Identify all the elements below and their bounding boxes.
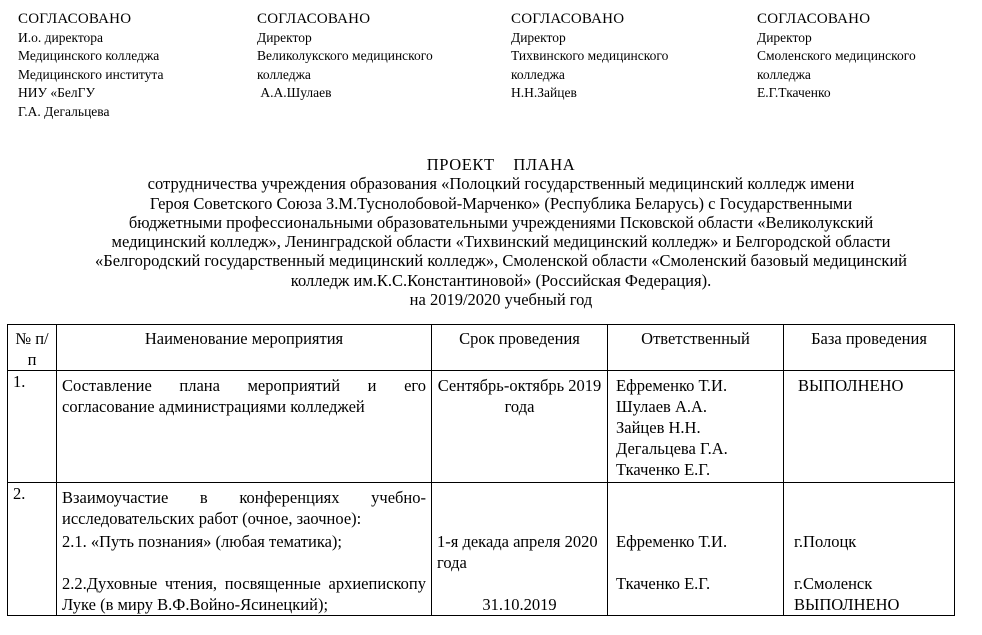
heading-line: колледж им.К.С.Константиновой» (Российская Федерация). (290, 270, 712, 290)
approval-title: СОГЛАСОВАНО (757, 11, 871, 27)
heading-line: сотрудничества учреждения образования «Полоцкий государственный медицинский колледж имени (147, 174, 855, 194)
activity-term: Сентябрь-октябрь 2019 года (432, 371, 608, 483)
approval-line: Директор (257, 29, 312, 45)
responsible-person: Ефременко Т.И. (616, 376, 728, 395)
heading-line: бюджетными профессиональными образовательными учреждениями Псковской области «Великолукский (128, 212, 874, 232)
table-row (8, 483, 955, 616)
activity-name (57, 483, 432, 616)
approval-block-4 (757, 10, 916, 103)
approval-line: Е.Г.Ткаченко (757, 85, 831, 101)
base-item-2: г.Смоленск (794, 574, 873, 593)
term-item-2: 31.10.2019 (482, 595, 557, 614)
approval-line: Великолукского медицинского (257, 48, 433, 64)
header-num: № п/п (8, 325, 57, 371)
activity-intro: Взаимоучастие в конференциях учебно-исследовательских работ (очное, заочное): (62, 488, 426, 528)
academic-year: на 2019/2020 учебный год (409, 290, 593, 310)
header-name: Наименование мероприятия (57, 325, 432, 371)
term-item-1: 1-я декада апреля 2020 года (437, 532, 598, 572)
responsible-item-2: Ткаченко Е.Г. (616, 574, 711, 593)
approval-line: колледжа (757, 66, 811, 82)
row-num: 1. (8, 371, 57, 483)
approval-line: Медицинского колледжа (18, 48, 160, 64)
approval-line: колледжа (511, 66, 565, 82)
responsible-item-1: Ефременко Т.И. (616, 532, 728, 551)
status-done: ВЫПОЛНЕНО (794, 595, 900, 614)
heading-line: «Белгородский государственный медицинский колледж», Смоленской области «Смоленский базовый медицинский (94, 251, 908, 271)
approval-line: НИУ «БелГУ (18, 85, 96, 101)
responsible-person: Дегальцева Г.А. (616, 439, 728, 458)
activity-responsible (608, 371, 784, 483)
activity-base (784, 483, 955, 616)
approval-line: Тихвинского медицинского (511, 48, 669, 64)
approval-title: СОГЛАСОВАНО (511, 11, 625, 27)
header-responsible: Ответственный (608, 325, 784, 371)
base-item-1: г.Полоцк (794, 532, 857, 551)
approval-block-3 (511, 10, 668, 103)
heading-line: Героя Советского Союза З.М.Туснолобовой-Марченко» (Республика Беларусь) с Государственными (149, 193, 853, 213)
approval-line: Г.А. Дегальцева (18, 103, 110, 119)
approval-block-2 (257, 10, 433, 103)
approval-line: И.о. директора (18, 29, 104, 45)
plan-heading (26, 155, 976, 309)
table-row (8, 371, 955, 483)
row-num: 2. (8, 483, 57, 616)
approval-line: А.А.Шулаев (257, 85, 332, 101)
approval-line: Директор (757, 29, 812, 45)
plan-table (7, 324, 955, 616)
approval-block-1 (18, 10, 163, 122)
activity-name: Составление плана мероприятий и его согласование администрациями колледжей (57, 371, 432, 483)
activity-term (432, 483, 608, 616)
approval-title: СОГЛАСОВАНО (257, 11, 371, 27)
responsible-person: Зайцев Н.Н. (616, 418, 701, 437)
responsible-person: Шулаев А.А. (616, 397, 708, 416)
approval-line: Директор (511, 29, 566, 45)
plan-title: ПРОЕКТ ПЛАНА (426, 155, 576, 174)
approval-line: Медицинского института (18, 66, 164, 82)
heading-line: медицинский колледж», Ленинградской области «Тихвинский медицинский колледж» и Белгородской области (111, 232, 891, 252)
activity-responsible (608, 483, 784, 616)
activity-item-2: 2.2.Духовные чтения, посвященные архиепископу Луке (в миру В.Ф.Войно-Ясинецкий); (62, 574, 426, 614)
header-base: База проведения (784, 325, 955, 371)
status-done: ВЫПОЛНЕНО (784, 371, 955, 483)
responsible-person: Ткаченко Е.Г. (616, 460, 711, 479)
header-term: Срок проведения (432, 325, 608, 371)
approval-line: Смоленского медицинского (757, 48, 916, 64)
approval-line: Н.Н.Зайцев (511, 85, 577, 101)
table-header-row (8, 325, 955, 371)
approval-line: колледжа (257, 66, 311, 82)
activity-item-1: 2.1. «Путь познания» (любая тематика); (62, 532, 342, 551)
approval-title: СОГЛАСОВАНО (18, 11, 132, 27)
